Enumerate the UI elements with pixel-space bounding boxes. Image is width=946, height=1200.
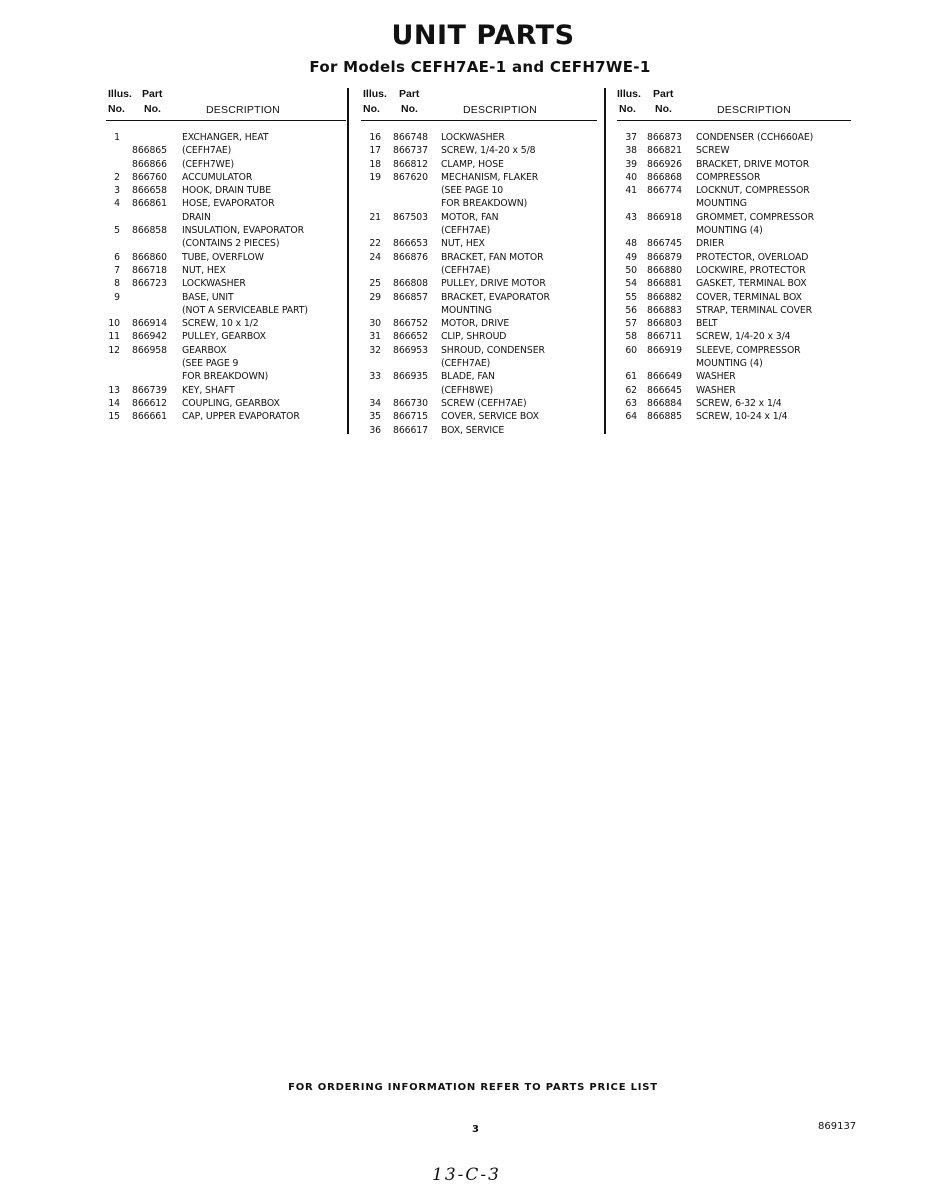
part-number: 866880 [647,264,682,276]
parts-row [361,277,597,290]
illus-number: 14 [108,397,120,409]
header-part-no: No. [144,103,161,115]
part-number: 866774 [647,185,682,197]
part-number: 866760 [132,171,167,183]
part-number: 866935 [393,371,428,383]
parts-column-2 [361,86,597,437]
illus-number: 36 [369,424,381,436]
parts-row [617,184,851,197]
illus-number: 35 [369,411,381,423]
page-title: UNIT PARTS [391,20,575,51]
parts-row [617,211,851,224]
parts-row [361,237,597,250]
part-number: 866821 [647,145,682,157]
part-description: (NOT A SERVICEABLE PART) [182,304,308,316]
part-description: (CEFH7AE) [441,225,491,237]
parts-row [617,357,851,370]
illus-number: 31 [369,331,381,343]
part-description: SCREW, 10 x 1/2 [182,318,259,330]
part-description: BOX, SERVICE [441,424,505,436]
parts-row [361,304,597,317]
parts-row [106,237,346,250]
part-description: MOUNTING [696,198,747,210]
parts-row [361,291,597,304]
part-number: 867503 [393,211,428,223]
part-number: 866752 [393,318,428,330]
part-description: DRIER [696,238,725,250]
part-description: (CEFH7AE) [441,264,491,276]
parts-rows [361,131,597,437]
illus-number: 22 [369,238,381,250]
illus-number: 49 [625,251,637,263]
parts-row [106,370,346,383]
illus-number: 17 [369,145,381,157]
parts-row [106,330,346,343]
part-description: (CEFH8WE) [441,384,494,396]
parts-row [361,144,597,157]
illus-number: 2 [114,171,120,183]
part-description: COMPRESSOR [696,171,761,183]
illus-number: 43 [625,211,637,223]
part-number: 866866 [132,158,167,170]
parts-row [617,344,851,357]
part-description: CAP, UPPER EVAPORATOR [182,411,300,423]
part-description: INSULATION, EVAPORATOR [182,225,304,237]
header-part-no: No. [655,103,672,115]
part-number: 866658 [132,185,167,197]
part-description: GROMMET, COMPRESSOR [696,211,814,223]
part-description: DRAIN [182,211,211,223]
part-number: 866868 [647,171,682,183]
part-number: 866737 [393,145,428,157]
part-description: PULLEY, DRIVE MOTOR [441,278,546,290]
parts-row [106,131,346,144]
part-description: MECHANISM, FLAKER [441,171,539,183]
part-description: MOUNTING (4) [696,358,763,370]
header-part: Part [142,88,163,100]
parts-row [361,131,597,144]
part-description: MOUNTING (4) [696,225,763,237]
illus-number: 63 [625,397,637,409]
column-divider [347,88,349,434]
part-description: BRACKET, EVAPORATOR [441,291,550,303]
part-number: 866881 [647,278,682,290]
part-number: 866808 [393,278,428,290]
parts-rows [617,131,851,424]
illus-number: 54 [625,278,637,290]
parts-row [617,370,851,383]
part-number: 866876 [393,251,428,263]
parts-row [361,397,597,410]
part-number: 866918 [647,211,682,223]
part-number: 866860 [132,251,167,263]
header-illus: Illus. [363,88,387,100]
part-number: 866652 [393,331,428,343]
parts-row [617,277,851,290]
header-illus: Illus. [108,88,132,100]
part-description: SHROUD, CONDENSER [441,344,545,356]
illus-number: 64 [625,411,637,423]
parts-row [617,304,851,317]
parts-row [361,384,597,397]
part-number: 866942 [132,331,167,343]
illus-number: 24 [369,251,381,263]
parts-row [361,251,597,264]
illus-number: 9 [114,291,120,303]
part-description: SLEEVE, COMPRESSOR [696,344,801,356]
parts-row [617,224,851,237]
parts-row [106,357,346,370]
part-number: 866883 [647,304,682,316]
parts-row [106,384,346,397]
part-number: 866723 [132,278,167,290]
part-description: ACCUMULATOR [182,171,253,183]
illus-number: 56 [625,304,637,316]
parts-row [361,264,597,277]
illus-number: 40 [625,171,637,183]
parts-row [106,397,346,410]
column-divider [604,88,606,434]
parts-row [106,158,346,171]
part-description: KEY, SHAFT [182,384,235,396]
part-number: 866612 [132,397,167,409]
part-number: 866645 [647,384,682,396]
part-description: MOTOR, DRIVE [441,318,510,330]
part-description: NUT, HEX [441,238,485,250]
parts-row [361,357,597,370]
illus-number: 11 [108,331,120,343]
parts-row [617,397,851,410]
parts-row [617,384,851,397]
part-number: 866858 [132,225,167,237]
illus-number: 50 [625,264,637,276]
part-number: 866748 [393,132,428,143]
illus-number: 18 [369,158,381,170]
part-number: 866730 [393,397,428,409]
header-part-no: No. [401,103,418,115]
part-description: (CEFH7AE) [441,358,491,370]
header-description: DESCRIPTION [206,104,280,116]
part-number: 866649 [647,371,682,383]
page-subtitle: For Models CEFH7AE-1 and CEFH7WE-1 [309,58,651,76]
part-description: BELT [696,318,718,330]
illus-number: 39 [625,158,637,170]
part-number: 866739 [132,384,167,396]
parts-row [106,291,346,304]
part-number: 866926 [647,158,682,170]
header-illus-no: No. [619,103,636,115]
part-number: 866812 [393,158,428,170]
part-description: (SEE PAGE 9 [182,358,239,370]
handwritten-note: 13-C-3 [432,1165,501,1185]
parts-row [617,264,851,277]
illus-number: 32 [369,344,381,356]
parts-row [106,144,346,157]
parts-row [106,264,346,277]
illus-number: 62 [625,384,637,396]
part-number: 866884 [647,397,682,409]
part-description: GEARBOX [182,344,227,356]
part-number: 866873 [647,132,682,143]
part-description: TUBE, OVERFLOW [182,251,264,263]
part-description: BLADE, FAN [441,371,495,383]
header-illus: Illus. [617,88,641,100]
illus-number: 19 [369,171,381,183]
part-number: 866958 [132,344,167,356]
illus-number: 13 [108,384,120,396]
part-description: FOR BREAKDOWN) [441,198,528,210]
part-description: NUT, HEX [182,264,226,276]
part-description: (CONTAINS 2 PIECES) [182,238,280,250]
parts-row [106,277,346,290]
part-description: COVER, TERMINAL BOX [696,291,802,303]
illus-number: 58 [625,331,637,343]
part-description: (SEE PAGE 10 [441,185,504,197]
part-description: LOCKWASHER [182,278,246,290]
parts-row [617,251,851,264]
part-number: 866879 [647,251,682,263]
part-description: SCREW, 1/4-20 x 3/4 [696,331,791,343]
part-description: SCREW, 10-24 x 1/4 [696,411,788,423]
parts-row [106,197,346,210]
part-description: HOSE, EVAPORATOR [182,198,275,210]
part-number: 867620 [393,171,428,183]
page-number: 3 [472,1124,479,1135]
part-description: EXCHANGER, HEAT [182,132,269,143]
illus-number: 8 [114,278,120,290]
parts-row [361,317,597,330]
illus-number: 38 [625,145,637,157]
illus-number: 12 [108,344,120,356]
illus-number: 30 [369,318,381,330]
illus-number: 7 [114,264,120,276]
part-description: SCREW, 1/4-20 x 5/8 [441,145,536,157]
parts-row [106,171,346,184]
part-description: BASE, UNIT [182,291,234,303]
document-number: 869137 [818,1121,857,1132]
illus-number: 34 [369,397,381,409]
parts-row [617,197,851,210]
part-description: (CEFH7WE) [182,158,235,170]
parts-row [361,211,597,224]
parts-row [361,424,597,437]
part-number: 866857 [393,291,428,303]
part-description: STRAP, TERMINAL COVER [696,304,813,316]
illus-number: 48 [625,238,637,250]
parts-row [361,184,597,197]
parts-row [361,330,597,343]
header-part: Part [653,88,674,100]
part-description: SCREW (CEFH7AE) [441,397,527,409]
header-part: Part [399,88,420,100]
parts-row [106,184,346,197]
parts-row [617,237,851,250]
part-description: SCREW, 6-32 x 1/4 [696,397,782,409]
part-number: 866803 [647,318,682,330]
part-description: (CEFH7AE) [182,145,232,157]
part-description: COVER, SERVICE BOX [441,411,539,423]
part-description: LOCKWIRE, PROTECTOR [696,264,806,276]
part-number: 866882 [647,291,682,303]
parts-row [617,171,851,184]
illus-number: 37 [625,132,637,143]
illus-number: 60 [625,344,637,356]
part-description: PULLEY, GEARBOX [182,331,266,343]
parts-row [361,158,597,171]
part-number: 866617 [393,424,428,436]
illus-number: 4 [114,198,120,210]
part-description: CLAMP, HOSE [441,158,504,170]
part-description: MOTOR, FAN [441,211,499,223]
illus-number: 57 [625,318,637,330]
part-description: WASHER [696,371,736,383]
part-number: 866865 [132,145,167,157]
illus-number: 33 [369,371,381,383]
parts-row [617,410,851,423]
part-description: BRACKET, DRIVE MOTOR [696,158,810,170]
part-description: GASKET, TERMINAL BOX [696,278,807,290]
parts-row [617,291,851,304]
column-header [617,86,851,121]
parts-row [106,317,346,330]
parts-row [361,197,597,210]
part-description: HOOK, DRAIN TUBE [182,185,272,197]
part-number: 866861 [132,198,167,210]
part-description: SCREW [696,145,730,157]
illus-number: 6 [114,251,120,263]
header-description: DESCRIPTION [717,104,791,116]
part-number: 866953 [393,344,428,356]
illus-number: 29 [369,291,381,303]
part-description: COUPLING, GEARBOX [182,397,280,409]
illus-number: 61 [625,371,637,383]
illus-number: 41 [625,185,637,197]
parts-rows [106,131,346,424]
part-number: 866885 [647,411,682,423]
column-header [361,86,597,121]
illus-number: 25 [369,278,381,290]
part-description: LOCKWASHER [441,132,505,143]
parts-row [361,171,597,184]
part-description: LOCKNUT, COMPRESSOR [696,185,810,197]
parts-row [106,410,346,423]
parts-row [361,410,597,423]
parts-row [361,370,597,383]
parts-column-3 [617,86,851,424]
ordering-footer: FOR ORDERING INFORMATION REFER TO PARTS PRICE LIST [288,1082,658,1093]
parts-row [106,251,346,264]
parts-row [106,211,346,224]
parts-row [106,224,346,237]
parts-row [617,131,851,144]
part-description: FOR BREAKDOWN) [182,371,269,383]
illus-number: 1 [114,132,120,143]
parts-row [106,304,346,317]
parts-row [617,317,851,330]
parts-column-1 [106,86,346,424]
part-number: 866711 [647,331,682,343]
header-illus-no: No. [108,103,125,115]
part-number: 866653 [393,238,428,250]
illus-number: 10 [108,318,120,330]
header-description: DESCRIPTION [463,104,537,116]
parts-row [361,224,597,237]
part-number: 866718 [132,264,167,276]
part-description: MOUNTING [441,304,492,316]
header-illus-no: No. [363,103,380,115]
illus-number: 16 [369,132,381,143]
part-number: 866745 [647,238,682,250]
part-number: 866715 [393,411,428,423]
part-description: CLIP, SHROUD [441,331,507,343]
illus-number: 15 [108,411,120,423]
illus-number: 3 [114,185,120,197]
parts-row [617,330,851,343]
parts-row [617,158,851,171]
parts-row [106,344,346,357]
part-number: 866919 [647,344,682,356]
column-header [106,86,346,121]
parts-row [617,144,851,157]
part-number: 866661 [132,411,167,423]
part-description: PROTECTOR, OVERLOAD [696,251,809,263]
part-number: 866914 [132,318,167,330]
illus-number: 5 [114,225,120,237]
illus-number: 55 [625,291,637,303]
part-description: CONDENSER (CCH660AE) [696,132,814,143]
part-description: BRACKET, FAN MOTOR [441,251,544,263]
part-description: WASHER [696,384,736,396]
parts-row [361,344,597,357]
illus-number: 21 [369,211,381,223]
